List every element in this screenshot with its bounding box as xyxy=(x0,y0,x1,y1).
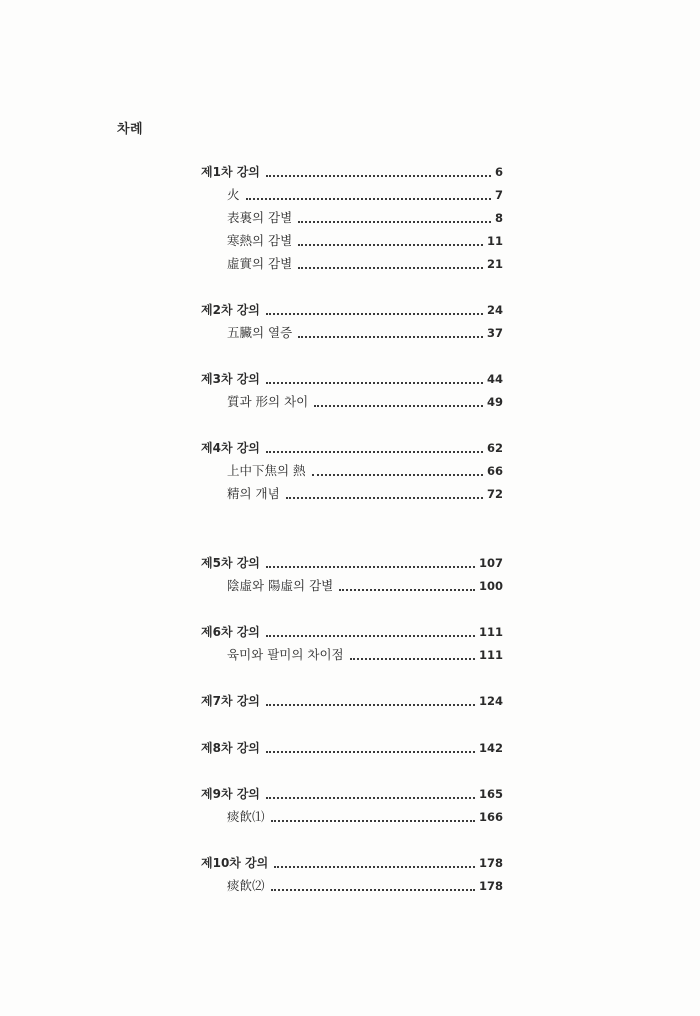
dot-leader xyxy=(266,313,483,315)
toc-chapter-title: 제9차 강의 xyxy=(201,787,260,801)
toc-section-fire[interactable] xyxy=(227,186,503,204)
toc-page-number: 166 xyxy=(478,810,503,824)
toc-section-triple-burner[interactable] xyxy=(227,462,503,480)
dot-leader xyxy=(298,244,483,246)
toc-section-phlegm-2[interactable] xyxy=(227,877,503,895)
toc-page-number: 6 xyxy=(494,165,503,179)
toc-page-number: 24 xyxy=(486,303,503,317)
dot-leader xyxy=(266,797,475,799)
dot-leader xyxy=(271,820,475,822)
dot-leader xyxy=(298,336,483,338)
toc-chapter-title: 제6차 강의 xyxy=(201,625,260,639)
toc-chapter-title: 제5차 강의 xyxy=(201,556,260,570)
dot-leader xyxy=(350,658,475,660)
dot-leader xyxy=(246,198,491,200)
toc-section-yin-yang-deficiency[interactable] xyxy=(227,577,503,595)
dot-leader xyxy=(339,589,475,591)
toc-page-number: 66 xyxy=(486,464,503,478)
toc-section-essence[interactable] xyxy=(227,485,503,503)
toc-page-number: 178 xyxy=(478,879,503,893)
toc-section-quality-form[interactable] xyxy=(227,393,503,411)
toc-page-number: 11 xyxy=(486,234,503,248)
toc-section-title: 表裏의 감별 xyxy=(227,210,293,225)
toc-section-title: 火 xyxy=(227,187,240,202)
toc-page-number: 111 xyxy=(478,648,503,662)
dot-leader xyxy=(266,751,475,753)
toc-chapter-title: 제8차 강의 xyxy=(201,741,260,755)
dot-leader xyxy=(314,405,483,407)
toc-chapter-9[interactable] xyxy=(201,785,503,803)
dot-leader xyxy=(266,704,475,706)
toc-chapter-7[interactable] xyxy=(201,692,503,710)
toc-page-number: 72 xyxy=(486,487,503,501)
toc-section-exterior-interior[interactable] xyxy=(227,209,503,227)
toc-page-number: 44 xyxy=(486,372,503,386)
toc-chapter-8[interactable] xyxy=(201,739,503,757)
toc-section-title: 五臟의 열증 xyxy=(227,325,293,340)
toc-page-number: 62 xyxy=(486,441,503,455)
dot-leader xyxy=(274,866,475,868)
toc-chapter-title: 제4차 강의 xyxy=(201,441,260,455)
toc-section-title: 육미와 팔미의 차이점 xyxy=(227,647,344,662)
toc-section-deficiency-excess[interactable] xyxy=(227,255,503,273)
page-title: 차례 xyxy=(117,122,144,137)
toc-page-number: 21 xyxy=(486,257,503,271)
toc-page-number: 142 xyxy=(478,741,503,755)
dot-leader xyxy=(266,175,491,177)
toc-page-number: 100 xyxy=(478,579,503,593)
dot-leader xyxy=(298,221,491,223)
toc-page-number: 124 xyxy=(478,694,503,708)
toc-chapter-3[interactable] xyxy=(201,370,503,388)
toc-chapter-10[interactable] xyxy=(201,854,503,872)
toc-section-five-organs[interactable] xyxy=(227,324,503,342)
toc-chapter-title: 제7차 강의 xyxy=(201,694,260,708)
toc-page-number: 7 xyxy=(494,188,503,202)
toc-chapter-title: 제2차 강의 xyxy=(201,303,260,317)
dot-leader xyxy=(286,497,483,499)
toc-section-title: 陰虛와 陽虛의 감별 xyxy=(227,578,334,593)
toc-section-title: 痰飮⑴ xyxy=(227,809,265,824)
toc-page-number: 49 xyxy=(486,395,503,409)
toc-chapter-6[interactable] xyxy=(201,623,503,641)
toc-section-yukmi-palmi[interactable] xyxy=(227,646,503,664)
toc-chapter-2[interactable] xyxy=(201,301,503,319)
toc-chapter-5[interactable] xyxy=(201,554,503,572)
dot-leader xyxy=(312,474,483,476)
toc-page-number: 165 xyxy=(478,787,503,801)
toc-page-number: 111 xyxy=(478,625,503,639)
dot-leader xyxy=(298,267,483,269)
dot-leader xyxy=(266,635,475,637)
toc-page-number: 178 xyxy=(478,856,503,870)
dot-leader xyxy=(266,382,483,384)
toc-section-cold-heat[interactable] xyxy=(227,232,503,250)
toc-section-title: 精의 개념 xyxy=(227,486,280,501)
toc-section-phlegm-1[interactable] xyxy=(227,808,503,826)
toc-chapter-4[interactable] xyxy=(201,439,503,457)
toc-section-title: 寒熱의 감별 xyxy=(227,233,293,248)
toc-chapter-title: 제10차 강의 xyxy=(201,856,269,870)
dot-leader xyxy=(266,566,475,568)
toc-section-title: 虛實의 감별 xyxy=(227,256,293,271)
toc-section-title: 質과 形의 차이 xyxy=(227,394,309,409)
toc-page-number: 8 xyxy=(494,211,503,225)
toc-chapter-1[interactable] xyxy=(201,163,503,181)
toc-page-number: 107 xyxy=(478,556,503,570)
toc-chapter-title: 제3차 강의 xyxy=(201,372,260,386)
toc-section-title: 痰飮⑵ xyxy=(227,878,265,893)
dot-leader xyxy=(266,451,483,453)
toc-chapter-title: 제1차 강의 xyxy=(201,165,260,179)
toc-section-title: 上中下焦의 熱 xyxy=(227,463,306,478)
dot-leader xyxy=(271,889,475,891)
toc-page-number: 37 xyxy=(486,326,503,340)
